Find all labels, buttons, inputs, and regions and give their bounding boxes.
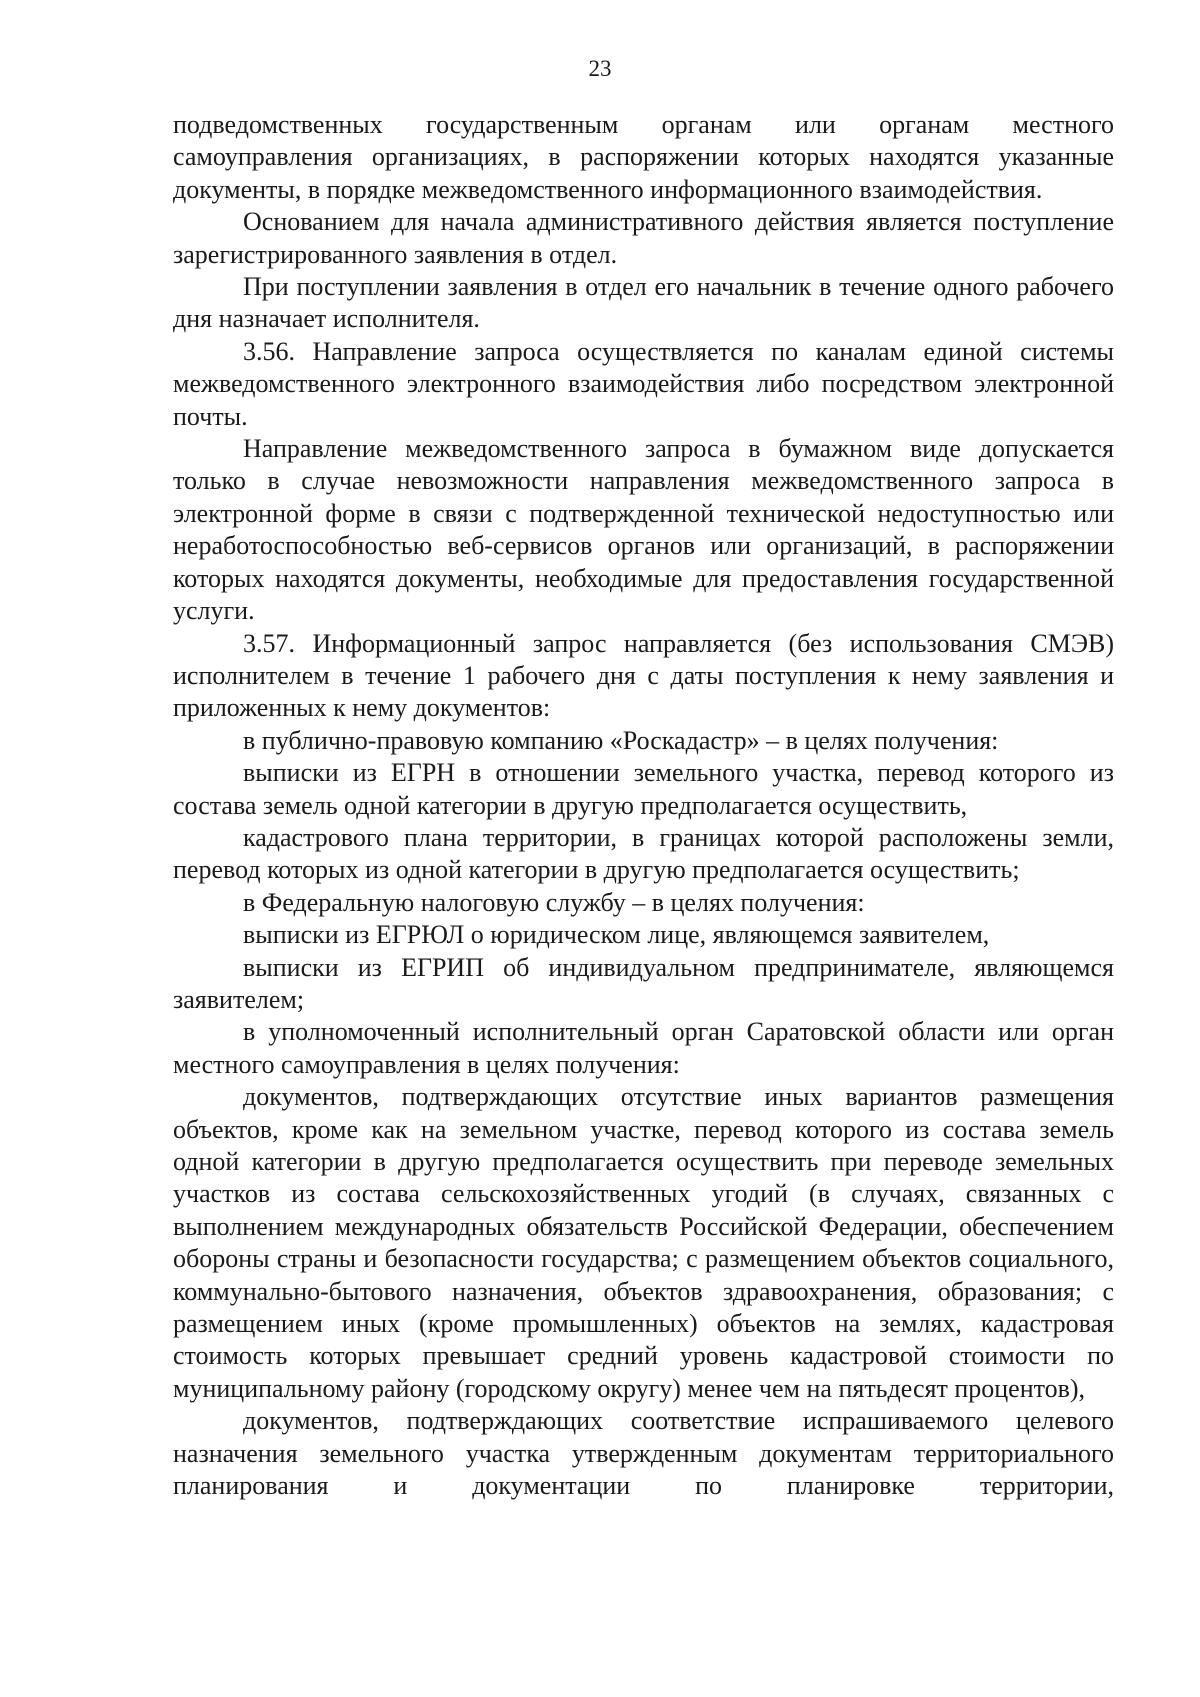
- paragraph: документов, подтверждающих отсутствие иных вариантов размещения объектов, кроме как на земельном участке, перевод которого из состава земель одной категории в другую предполагается осуществить при переводе земельных участков из состава сельскохозяйственных угодий (в случаях, связанных с выполнением международных обязательств Российской Федерации, обеспечением обороны страны и безопасности государства; с размещением объектов социального, коммунально-бытового назначения, объектов здравоохранения, образования; с размещением иных (кроме промышленных) объектов на землях, кадастровая стоимость которых превышает средний уровень кадастровой стоимости по муниципальному району (городскому округу) менее чем на пятьдесят процентов),: [173, 1082, 1114, 1403]
- paragraph: При поступлении заявления в отдел его начальник в течение одного рабочего дня назначает исполнителя.: [173, 272, 1114, 334]
- paragraph: документов, подтверждающих соответствие испрашиваемого целевого назначения земельного участка утвержденным документам территориального планирования и документации по планировке территории,: [173, 1406, 1114, 1501]
- paragraph: 3.56. Направление запроса осуществляется по каналам единой системы межведомственного электронного взаимодействия либо посредством электронной почты.: [173, 336, 1114, 431]
- paragraph: выписки из ЕГРИП об индивидуальном предпринимателе, являющемся заявителем;: [173, 952, 1114, 1014]
- page-number: 23: [588, 56, 612, 81]
- paragraph: в уполномоченный исполнительный орган Саратовской области или орган местного самоуправления в целях получения:: [173, 1017, 1114, 1079]
- paragraph: кадастрового плана территории, в границах которой расположены земли, перевод которых из одной категории в другую предполагается осуществить;: [173, 822, 1114, 885]
- paragraph: в Федеральную налоговую службу – в целях получения:: [243, 887, 865, 917]
- paragraph: Основанием для начала административного действия является поступление зарегистрированного заявления в отдел.: [173, 207, 1114, 269]
- paragraph: подведомственных государственным органам или органам местного самоуправления организациях, в распоряжении которых находятся указанные документы, в порядке межведомственного информационного взаимодействия.: [173, 110, 1114, 204]
- paragraph: Направление межведомственного запроса в бумажном виде допускается только в случае невозможности направления межведомственного запроса в электронной форме в связи с подтвержденной технической недоступностью или неработоспособностью веб-сервисов органов или организаций, в распоряжении которых находятся документы, необходимые для предоставления государственной услуги.: [173, 434, 1114, 626]
- paragraph: выписки из ЕГРЮЛ о юридическом лице, являющемся заявителем,: [243, 920, 990, 950]
- paragraph: в публично-правовую компанию «Роскадастр» – в целях получения:: [243, 725, 999, 755]
- paragraph: 3.57. Информационный запрос направляется (без использования СМЭВ) исполнителем в течение 1 рабочего дня с даты поступления к нему заявления и приложенных к нему документов:: [173, 628, 1114, 723]
- document-body: [173, 109, 1114, 1502]
- paragraph: выписки из ЕГРН в отношении земельного участка, перевод которого из состава земель одной категории в другую предполагается осуществить,: [173, 758, 1114, 820]
